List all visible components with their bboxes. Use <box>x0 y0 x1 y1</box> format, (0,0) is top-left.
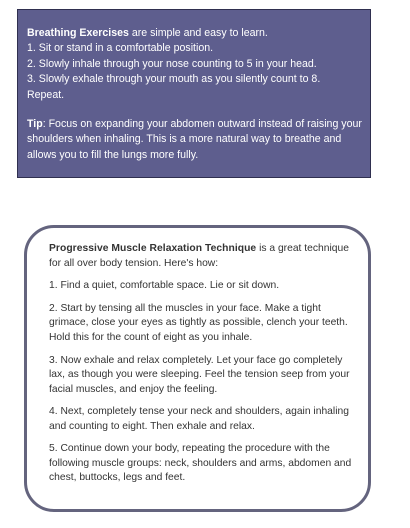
pmr-step: 5. Continue down your body, repeating the procedure with the following muscle groups: neck, shoulders and arms, abdomen and chest, buttocks, legs and feet. <box>49 443 352 484</box>
pmr-title: Progressive Muscle Relaxation Technique <box>49 243 257 254</box>
breathing-exercises-box <box>17 9 371 178</box>
tip-text: : Focus on expanding your abdomen outward instead of raising your shoulders when inhaling. This is a more natural way to breathe and allows you to fill the lungs more fully. <box>27 118 362 161</box>
breathing-repeat: Repeat. <box>27 88 65 101</box>
breathing-tip <box>27 117 362 163</box>
progressive-muscle-relaxation-box <box>24 225 371 512</box>
pmr-step: 2. Start by tensing all the muscles in your face. Make a tight grimace, close your eyes as tightly as possible, clench your teeth. Hold this for the count of eight as you inhale. <box>49 302 348 343</box>
pmr-intro <box>49 242 358 271</box>
tip-label: Tip <box>27 118 43 131</box>
breathing-intro-text: are simple and easy to learn. <box>128 27 268 39</box>
pmr-step: 1. Find a quiet, comfortable space. Lie or sit down. <box>49 280 280 292</box>
breathing-step: 3. Slowly exhale through your mouth as you silently count to 8. <box>27 73 321 86</box>
breathing-step: 1. Sit or stand in a comfortable position. <box>27 42 214 55</box>
pmr-intro-text: is a great technique for all over body tension. Here's how: <box>49 243 349 269</box>
pmr-step: 3. Now exhale and relax completely. Let your face go completely lax, as though you were sleeping. Feel the tension seep from your facial muscles, and enjoy the feeling. <box>49 354 350 395</box>
pmr-step: 4. Next, completely tense your neck and shoulders, again inhaling and counting to eight. Then exhale and relax. <box>49 406 349 432</box>
breathing-intro <box>27 26 362 41</box>
breathing-title: Breathing Exercises <box>27 27 129 39</box>
breathing-step: 2. Slowly inhale through your nose counting to 5 in your head. <box>27 57 317 70</box>
